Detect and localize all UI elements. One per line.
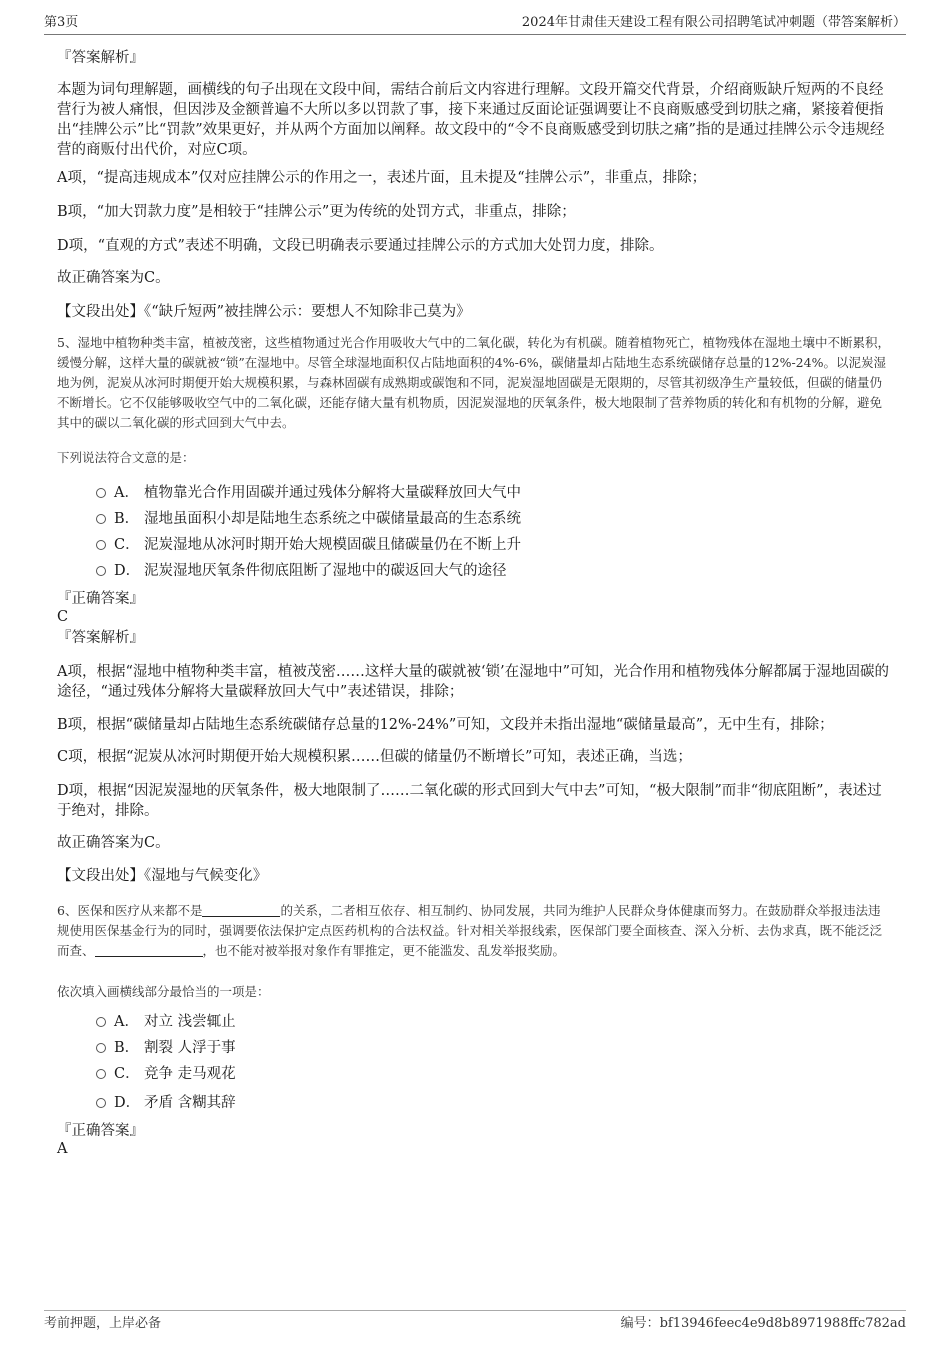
option-text: 泥炭湿地从冰河时期开始大规模固碳且储碳量仍在不断上升 bbox=[144, 537, 521, 553]
code-label: 编号： bbox=[620, 1316, 660, 1331]
q6-passage-part2: 的关系，二者相互依存、相互制约、协同发展，共同为维护人民群众身体健康而努力。在鼓励群众举报违法违规使用医保基金行为的同时，强调要依法保护定点医药机构的合法权益。针对相关举报线索，医保部门要全面核查、深入分析、去伪求真，既不能泛泛而查、 bbox=[57, 903, 883, 958]
option-text: 植物靠光合作用固碳并通过残体分解将大量碳释放回大气中 bbox=[144, 485, 521, 501]
q6-option-b[interactable] bbox=[96, 1038, 236, 1058]
fill-blank bbox=[202, 902, 280, 917]
q4-analysis-option-d: D项，“直观的方式”表述不明确，文段已明确表示要通过挂牌公示的方式加大处罚力度，排除。 bbox=[57, 238, 664, 254]
q6-answer-heading: 『正确答案』 bbox=[57, 1123, 144, 1139]
q5-analysis-heading: 『答案解析』 bbox=[57, 630, 144, 646]
code-value: bf13946feec4e9d8b8971988ffc782ad bbox=[659, 1316, 906, 1331]
radio-icon[interactable] bbox=[96, 1098, 106, 1108]
option-letter: B． bbox=[114, 511, 140, 527]
option-letter: C． bbox=[114, 537, 140, 553]
q5-passage: 5、湿地中植物种类丰富，植被茂密，这些植物通过光合作用吸收大气中的二氧化碳，转化为有机碳。随着植物死亡，植物残体在湿地土壤中不断累积，缓慢分解，这样大量的碳就被“锁”在湿地中。尽管全球湿地面积仅占陆地面积的4%-6%，碳储量却占陆地生态系统碳储存总量的12%-24%。以泥炭湿地为例，泥炭从冰河时期便开始大规模积累，与森林固碳有成熟期或碳饱和不同，泥炭湿地固碳是无限期的，尽管其初级净生产量较低，但碳的储量仍不断增长。它不仅能够吸收空气中的二氧化碳，还能存储大量有机物质，因泥炭湿地的厌氧条件，极大地限制了营养物质的转化和有机物的分解，避免其中的碳以二氧化碳的形式回到大气中去。 bbox=[57, 335, 890, 430]
q5-option-d[interactable] bbox=[96, 561, 507, 581]
q5-analysis-option-d: D项，根据“因泥炭湿地的厌氧条件，极大地限制了……二氧化碳的形式回到大气中去”可知，“极大限制”而非“彻底阻断”，表述过于绝对，排除。 bbox=[57, 783, 882, 819]
radio-icon[interactable] bbox=[96, 1017, 106, 1027]
page-number: 第3页 bbox=[44, 15, 79, 30]
radio-icon[interactable] bbox=[96, 1043, 106, 1053]
page-footer bbox=[44, 1310, 906, 1333]
option-text: 竞争 走马观花 bbox=[144, 1066, 236, 1082]
radio-icon[interactable] bbox=[96, 1069, 106, 1079]
q6-passage-part3: ，也不能对被举报对象作有罪推定，更不能滥发、乱发举报奖励。 bbox=[202, 943, 566, 958]
q5-source: 【文段出处】《湿地与气候变化》 bbox=[57, 868, 268, 884]
option-letter: B． bbox=[114, 1040, 140, 1056]
q5-analysis-option-c: C项，根据“泥炭从冰河时期便开始大规模积累……但碳的储量仍不断增长”可知，表述正确，当选； bbox=[57, 749, 692, 765]
option-text: 泥炭湿地厌氧条件彻底阻断了湿地中的碳返回大气的途径 bbox=[144, 563, 507, 579]
option-letter: D． bbox=[114, 563, 141, 579]
q5-conclusion: 故正确答案为C。 bbox=[57, 835, 170, 851]
footer-slogan: 考前押题，上岸必备 bbox=[44, 1316, 162, 1331]
q4-analysis-option-a: A项，“提高违规成本”仅对应挂牌公示的作用之一，表述片面，且未提及“挂牌公示”，非重点，排除； bbox=[57, 170, 707, 186]
q5-analysis-option-a: A项，根据“湿地中植物种类丰富，植被茂密……这样大量的碳就被‘锁’在湿地中”可知，光合作用和植物残体分解都属于湿地固碳的途径，“通过残体分解将大量碳释放回大气中”表述错误，排除； bbox=[57, 664, 890, 700]
q6-option-a[interactable] bbox=[96, 1012, 236, 1032]
q5-answer: C bbox=[57, 609, 69, 625]
radio-icon[interactable] bbox=[96, 488, 106, 498]
q6-passage-part1: 6、医保和医疗从来都不是 bbox=[57, 903, 203, 918]
q5-question: 下列说法符合文意的是： bbox=[57, 450, 195, 465]
q6-question: 依次填入画横线部分最恰当的一项是： bbox=[57, 984, 270, 999]
q6-option-d[interactable] bbox=[96, 1093, 236, 1113]
q4-conclusion: 故正确答案为C。 bbox=[57, 270, 170, 286]
page-header bbox=[44, 14, 906, 35]
q5-option-b[interactable] bbox=[96, 509, 521, 529]
option-letter: D． bbox=[114, 1095, 141, 1111]
q5-option-a[interactable] bbox=[96, 483, 521, 503]
radio-icon[interactable] bbox=[96, 514, 106, 524]
q6-answer: A bbox=[57, 1141, 68, 1157]
q4-analysis-paragraph: 本题为词句理解题，画横线的句子出现在文段中间，需结合前后文内容进行理解。文段开篇交代背景，介绍商贩缺斤短两的不良经营行为被人痛恨，但因涉及金额普遍不大所以多以罚款了事，接下来通过反面论证强调要让不良商贩感受到切肤之痛，紧接着便指出“挂牌公示”比“罚款”效果更好，并从两个方面加以阐释。故文段中的“令不良商贩感受到切肤之痛”指的是通过挂牌公示令违规经营的商贩付出代价，对应C项。 bbox=[57, 82, 885, 158]
fill-blank bbox=[95, 942, 203, 957]
q5-analysis-option-b: B项，根据“碳储量却占陆地生态系统碳储存总量的12%-24%”可知，文段并未指出湿地“碳储量最高”，无中生有，排除； bbox=[57, 717, 834, 733]
option-text: 对立 浅尝辄止 bbox=[144, 1014, 236, 1030]
q6-passage bbox=[57, 901, 892, 961]
q4-source: 【文段出处】《“缺斤短两”被挂牌公示：要想人不知除非己莫为》 bbox=[57, 304, 471, 320]
q5-option-c[interactable] bbox=[96, 535, 521, 555]
q4-analysis-heading: 『答案解析』 bbox=[57, 50, 144, 66]
option-text: 湿地虽面积小却是陆地生态系统之中碳储量最高的生态系统 bbox=[144, 511, 521, 527]
q4-analysis-option-b: B项，“加大罚款力度”是相较于“挂牌公示”更为传统的处罚方式，非重点，排除； bbox=[57, 204, 576, 220]
option-text: 割裂 人浮于事 bbox=[144, 1040, 236, 1056]
option-text: 矛盾 含糊其辞 bbox=[144, 1095, 236, 1111]
document-title: 2024年甘肃佳天建设工程有限公司招聘笔试冲刺题（带答案解析） bbox=[521, 15, 906, 30]
option-letter: A． bbox=[114, 485, 139, 501]
radio-icon[interactable] bbox=[96, 566, 106, 576]
radio-icon[interactable] bbox=[96, 540, 106, 550]
document-code bbox=[621, 1314, 906, 1334]
q6-option-c[interactable] bbox=[96, 1064, 236, 1084]
option-letter: C． bbox=[114, 1066, 140, 1082]
q5-answer-heading: 『正确答案』 bbox=[57, 591, 144, 607]
option-letter: A． bbox=[114, 1014, 139, 1030]
